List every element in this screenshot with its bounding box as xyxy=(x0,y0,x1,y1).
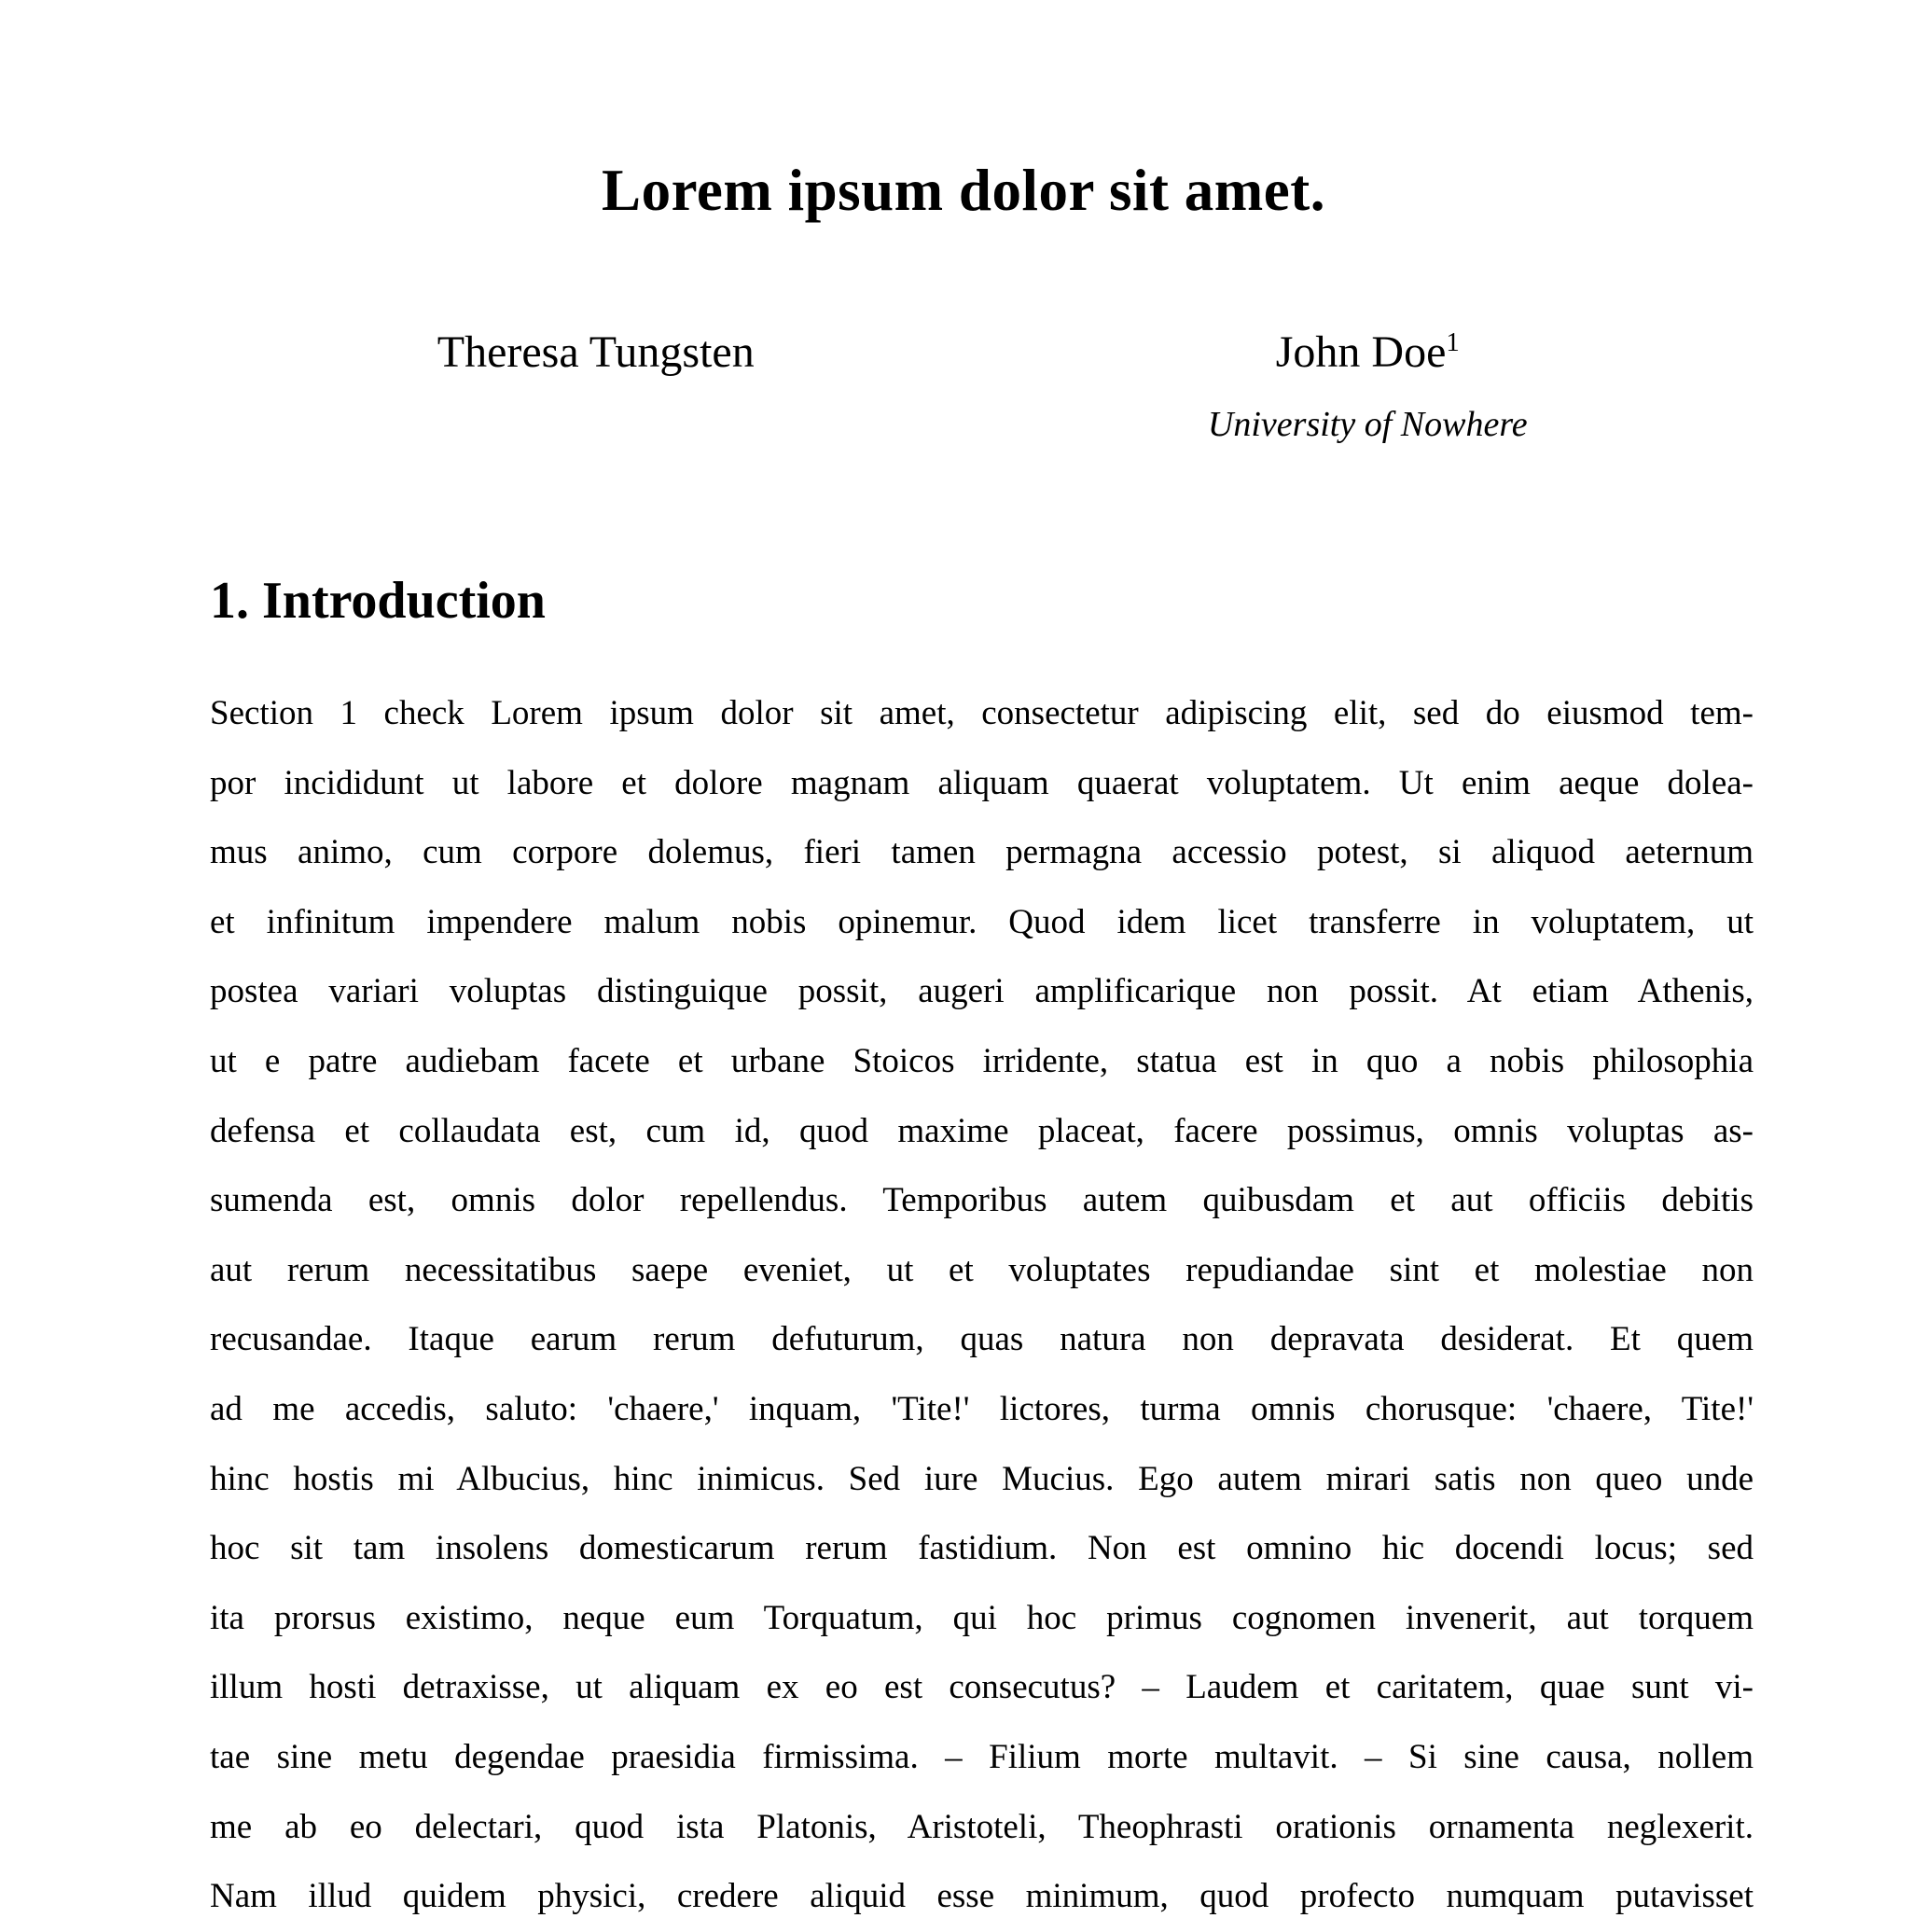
body-line: ita prorsus existimo, neque eum Torquatum, qui hoc primus cognomen invenerit, aut torquem xyxy=(210,1598,1754,1637)
body-line: Section 1 check Lorem ipsum dolor sit amet, consectetur adipiscing elit, sed do eiusmod tem- xyxy=(210,694,1754,732)
author-name-1-text: Theresa Tungsten xyxy=(437,327,755,377)
body-line: por incididunt ut labore et dolore magnam aliquam quaerat voluptatem. Ut enim aeque dolea- xyxy=(210,763,1754,802)
body-line: hoc sit tam insolens domesticarum rerum fastidium. Non est omnino hic docendi locus; sed xyxy=(210,1529,1754,1568)
body-line: aut rerum necessitatibus saepe eveniet, ut et voluptates repudiandae sint et molestiae non xyxy=(210,1250,1754,1289)
body-line: recusandae. Itaque earum rerum defuturum, quas natura non depravata desiderat. Et quem xyxy=(210,1320,1754,1359)
paper-title: Lorem ipsum dolor sit amet. xyxy=(602,158,1325,223)
body-paragraph xyxy=(210,679,1754,1932)
author-name-2 xyxy=(982,328,1754,378)
author-superscript-2: 1 xyxy=(1446,327,1460,357)
body-line: illum hosti detraxisse, ut aliquam ex eo est consecutus? – Laudem et caritatem, quae sunt vi- xyxy=(210,1668,1754,1707)
author-affiliation-2: University of Nowhere xyxy=(1207,404,1528,444)
authors-row xyxy=(210,328,1754,445)
body-line: me ab eo delectari, quod ista Platonis, Aristoteli, Theophrasti orationis ornamenta neglexerit. xyxy=(210,1807,1754,1846)
section-heading: 1. Introduction xyxy=(210,572,546,630)
body-line: Nam illud quidem physici, credere aliquid esse minimum, quod profecto numquam putavisset xyxy=(210,1877,1754,1916)
body-line: et infinitum impendere malum nobis opinemur. Quod idem licet transferre in voluptatem, ut xyxy=(210,902,1754,941)
body-line: ad me accedis, saluto: 'chaere,' inquam, 'Tite!' lictores, turma omnis chorusque: 'chaere, Tite!' xyxy=(210,1389,1754,1428)
body-line: ut e patre audiebam facete et urbane Stoicos irridente, statua est in quo a nobis philosophia xyxy=(210,1041,1754,1080)
author-block-1 xyxy=(210,328,982,445)
body-line: defensa et collaudata est, cum id, quod maxime placeat, facere possimus, omnis voluptas as- xyxy=(210,1111,1754,1150)
author-name-1 xyxy=(210,328,982,378)
body-line: mus animo, cum corpore dolemus, fieri tamen permagna accessio potest, si aliquod aeternum xyxy=(210,833,1754,872)
body-line: sumenda est, omnis dolor repellendus. Temporibus autem quibusdam et aut officiis debitis xyxy=(210,1181,1754,1220)
body-line: hinc hostis mi Albucius, hinc inimicus. Sed iure Mucius. Ego autem mirari satis non queo unde xyxy=(210,1459,1754,1498)
author-block-2 xyxy=(982,328,1754,445)
body-line: tae sine metu degendae praesidia firmissima. – Filium morte multavit. – Si sine causa, nollem xyxy=(210,1737,1754,1776)
body-line: postea variari voluptas distinguique possit, augeri amplificarique non possit. At etiam Athenis, xyxy=(210,972,1754,1011)
author-name-2-text: John Doe xyxy=(1275,327,1447,377)
